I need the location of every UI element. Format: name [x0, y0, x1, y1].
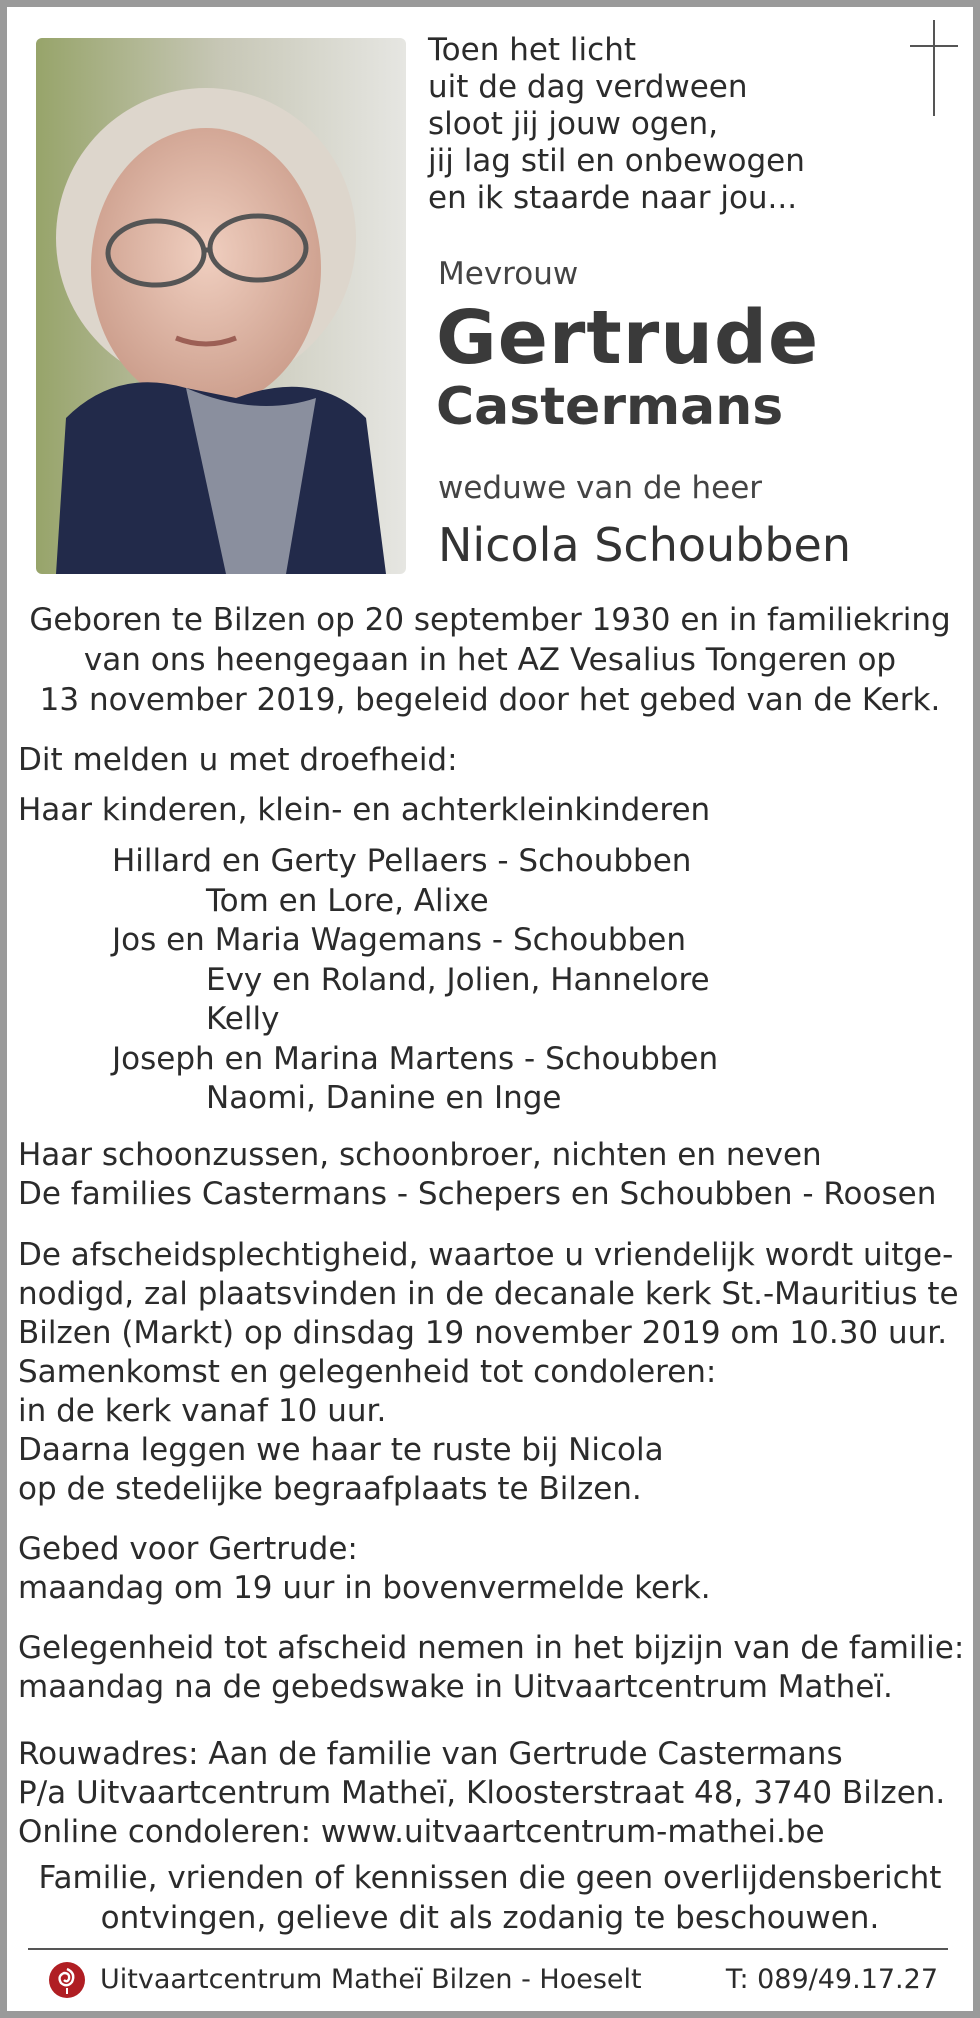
- children-header: Haar kinderen, klein- en achterkleinkinderen: [18, 792, 711, 828]
- cross-icon: [910, 20, 958, 116]
- notice: [0, 1858, 980, 1938]
- rose-icon: [48, 1961, 86, 1999]
- poem: [428, 32, 868, 217]
- text-line: ontvingen, gelieve dit als zodanig te beschouwen.: [100, 1900, 880, 1936]
- widow-of-label: weduwe van de heer: [438, 470, 763, 506]
- text-line: Daarna leggen we haar te ruste bij Nicola: [18, 1432, 664, 1468]
- text-line: Bilzen (Markt) op dinsdag 19 november 2019 om 10.30 uur.: [18, 1315, 948, 1351]
- text-line: Gelegenheid tot afscheid nemen in het bijzijn van de familie:: [18, 1630, 965, 1666]
- family-member: Naomi, Danine en Inge: [206, 1080, 562, 1116]
- birth-death-text: [0, 600, 980, 720]
- text-line: van ons heengegaan in het AZ Vesalius Tongeren op: [83, 642, 897, 678]
- text-line: maandag om 19 uur in bovenvermelde kerk.: [18, 1570, 711, 1606]
- title: Mevrouw: [438, 256, 579, 292]
- text-line: Geboren te Bilzen op 20 september 1930 en in familiekring: [29, 602, 951, 638]
- family-member: Jos en Maria Wagemans - Schoubben: [112, 922, 686, 958]
- relatives: [18, 1136, 936, 1214]
- family-member: Joseph en Marina Martens - Schoubben: [112, 1040, 719, 1077]
- first-name: Gertrude: [436, 295, 820, 381]
- family-member: Hillard en Gerty Pellaers - Schoubben: [112, 843, 692, 879]
- announcement: Dit melden u met droefheid:: [18, 742, 458, 778]
- portrait-photo: [36, 38, 406, 574]
- text-line: De afscheidsplechtigheid, waartoe u vriendelijk wordt uitge-: [18, 1237, 954, 1273]
- last-name: Castermans: [436, 377, 784, 437]
- text-line: Rouwadres: Aan de familie van Gertrude Castermans: [18, 1736, 843, 1772]
- text-line: 13 november 2019, begeleid door het gebed van de Kerk.: [39, 682, 941, 718]
- poem-line: en ik staarde naar jou...: [428, 180, 798, 216]
- family-list: [18, 842, 718, 1119]
- husband-name: Nicola Schoubben: [438, 518, 852, 572]
- poem-line: uit de dag verdween: [428, 69, 748, 105]
- address: [18, 1735, 945, 1852]
- text-line: in de kerk vanaf 10 uur.: [18, 1393, 387, 1429]
- ceremony: [18, 1236, 959, 1509]
- text-line: Gebed voor Gertrude:: [18, 1531, 358, 1567]
- poem-line: Toen het licht: [428, 32, 637, 68]
- company-name: Uitvaartcentrum Matheï Bilzen - Hoeselt: [100, 1964, 642, 1995]
- divider: [28, 1948, 948, 1950]
- farewell: [18, 1629, 964, 1707]
- text-line: P/a Uitvaartcentrum Matheï, Kloosterstraat 48, 3740 Bilzen.: [18, 1775, 946, 1811]
- text-line: De families Castermans - Schepers en Schoubben - Roosen: [18, 1176, 937, 1212]
- text-line: Haar schoonzussen, schoonbroer, nichten en neven: [18, 1137, 822, 1173]
- text-line: Samenkomst en gelegenheid tot condoleren:: [18, 1354, 717, 1390]
- prayer: [18, 1530, 711, 1608]
- text-line: nodigd, zal plaatsvinden in de decanale kerk St.-Mauritius te: [18, 1276, 959, 1312]
- family-member: Evy en Roland, Jolien, Hannelore: [206, 961, 710, 998]
- family-member: Kelly: [206, 1001, 280, 1037]
- text-line: maandag na de gebedswake in Uitvaartcentrum Matheï.: [18, 1669, 893, 1705]
- website-text: Online condoleren: www.uitvaartcentrum-mathei.be: [18, 1814, 825, 1850]
- phone-number: T: 089/49.17.27: [725, 1964, 938, 1995]
- poem-line: sloot jij jouw ogen,: [428, 106, 719, 142]
- footer: [48, 1958, 938, 2002]
- family-member: Tom en Lore, Alixe: [206, 882, 489, 919]
- poem-line: jij lag stil en onbewogen: [428, 143, 805, 179]
- text-line: op de stedelijke begraafplaats te Bilzen.: [18, 1471, 642, 1507]
- text-line: Familie, vrienden of kennissen die geen overlijdensbericht: [38, 1860, 942, 1896]
